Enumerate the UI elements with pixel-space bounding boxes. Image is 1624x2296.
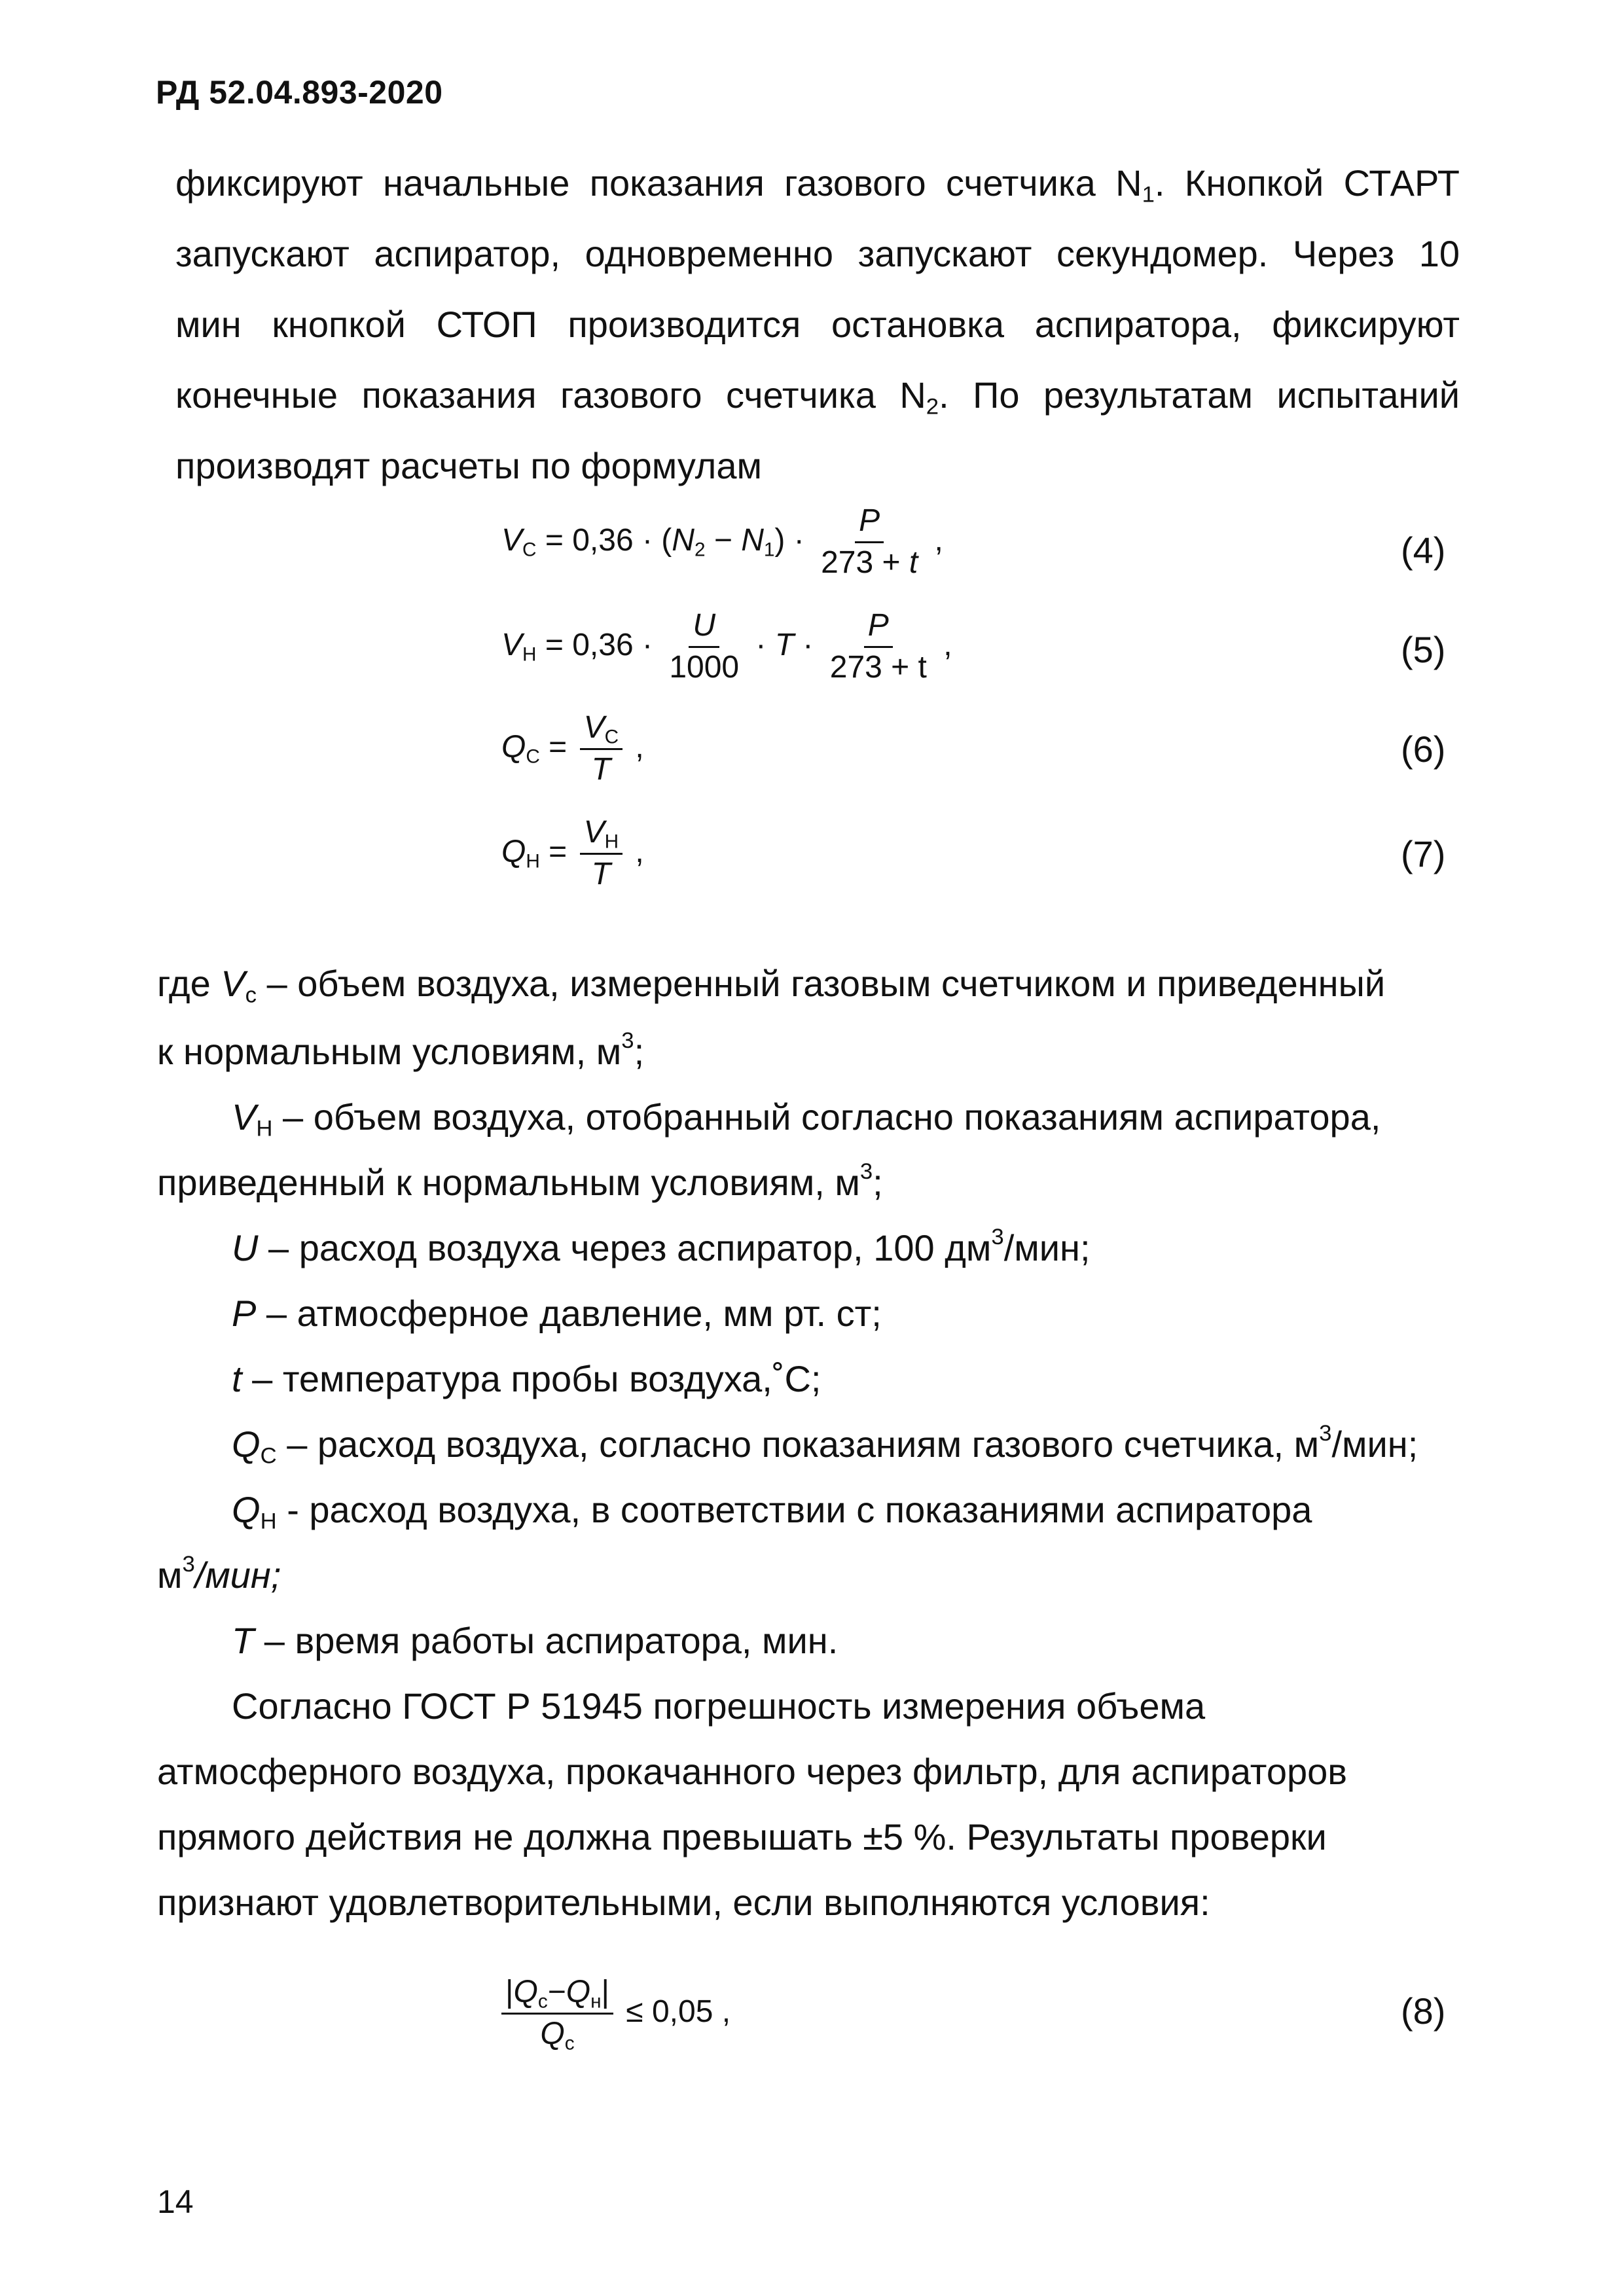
formula-5-fraction-2: $\frac{P}{273 + t}$	[829, 608, 927, 685]
equation-number-8: (8)	[1401, 1990, 1446, 2032]
formula-8-fraction: $\frac{|Q_с-Q_н|}{Q_с}$	[501, 1975, 613, 2052]
definition-u: U – расход воздуха через аспиратор, 100 $дм^3$/мин;	[232, 1225, 1091, 1268]
formula-4: $V_С = 0,36 \cdot (N_2 - N_1)$ · $\frac{P}{273 + t}$ ,	[501, 503, 943, 580]
intro-line-4: конечные показания газового счетчика $N_2$. По результатам испытаний	[175, 374, 1460, 420]
definition-time: T – время работы аспиратора, мин.	[232, 1620, 839, 1661]
definition-vh-line-1: $V_Н$ – объем воздуха, отобранный согласно показаниям аспиратора,	[232, 1096, 1381, 1141]
page-number: 14	[157, 2183, 194, 2220]
intro-paragraph	[175, 148, 1460, 501]
intro-line-3: мин кнопкой СТОП производится остановка аспиратора, фиксируют	[175, 304, 1460, 345]
definition-qh-line-2: $м^3$/мин;	[157, 1552, 281, 1596]
equation-number-6: (6)	[1401, 728, 1446, 770]
formula-6: $Q_С$ = $\frac{V_С}{T}$ ,	[501, 710, 644, 787]
formula-4-fraction: $\frac{P}{273 + t}$	[821, 503, 918, 580]
intro-line-5: производят расчеты по формулам	[175, 445, 762, 486]
definition-qh-line-1: $Q_Н$ - расход воздуха, в соответствии с показаниями аспиратора	[232, 1489, 1312, 1534]
formula-5-fraction-1: $\frac{U}{1000}$	[669, 608, 740, 685]
intro-line-1: фиксируют начальные показания газового счетчика $N_1$. Кнопкой СТАРТ	[175, 162, 1460, 207]
formula-7-fraction: $\frac{V_Н}{T}$	[580, 816, 623, 892]
definition-t: t – температура пробы воздуха,˚С;	[232, 1358, 821, 1399]
formula-6-fraction: $\frac{V_С}{T}$	[580, 711, 623, 787]
intro-line-2: запускают аспиратор, одновременно запускают секундомер. Через 10	[175, 233, 1460, 274]
equation-number-4: (4)	[1401, 529, 1446, 571]
equation-number-7: (7)	[1401, 833, 1446, 874]
conclusion-line-4: признают удовлетворительными, если выполняются условия:	[157, 1882, 1210, 1923]
conclusion-line-1: Согласно ГОСТ Р 51945 погрешность измерения объема	[232, 1685, 1206, 1727]
definition-qc: $Q_С$ – расход воздуха, согласно показаниям газового счетчика, $м^3$/мин;	[232, 1421, 1418, 1469]
definition-p: P – атмосферное давление, мм рт. ст;	[232, 1293, 882, 1334]
formula-5: $V_Н = 0,36$ · $\frac{U}{1000}$ · T · $\frac{P}{273 + t}$ ,	[501, 608, 952, 685]
conclusion-line-2: атмосферного воздуха, прокачанного через фильтр, для аспираторов	[157, 1751, 1348, 1792]
definition-vh-line-2: приведенный к нормальным условиям, $м^3$;	[157, 1159, 883, 1203]
document-code: РД 52.04.893-2020	[156, 74, 443, 111]
formula-8: $\frac{|Q_с-Q_н|}{Q_с}$ ≤ 0,05 ,	[497, 1975, 731, 2052]
definition-vc-line-2: к нормальным условиям, $м^3$;	[157, 1028, 645, 1072]
formula-7: $Q_Н$ = $\frac{V_Н}{T}$ ,	[501, 815, 644, 891]
equation-number-5: (5)	[1401, 629, 1446, 670]
conclusion-line-3: прямого действия не должна превышать ±5 %. Результаты проверки	[157, 1816, 1327, 1857]
definition-vc-line-1: где $V_с$ – объем воздуха, измеренный газовым счетчиком и приведенный	[157, 963, 1386, 1008]
